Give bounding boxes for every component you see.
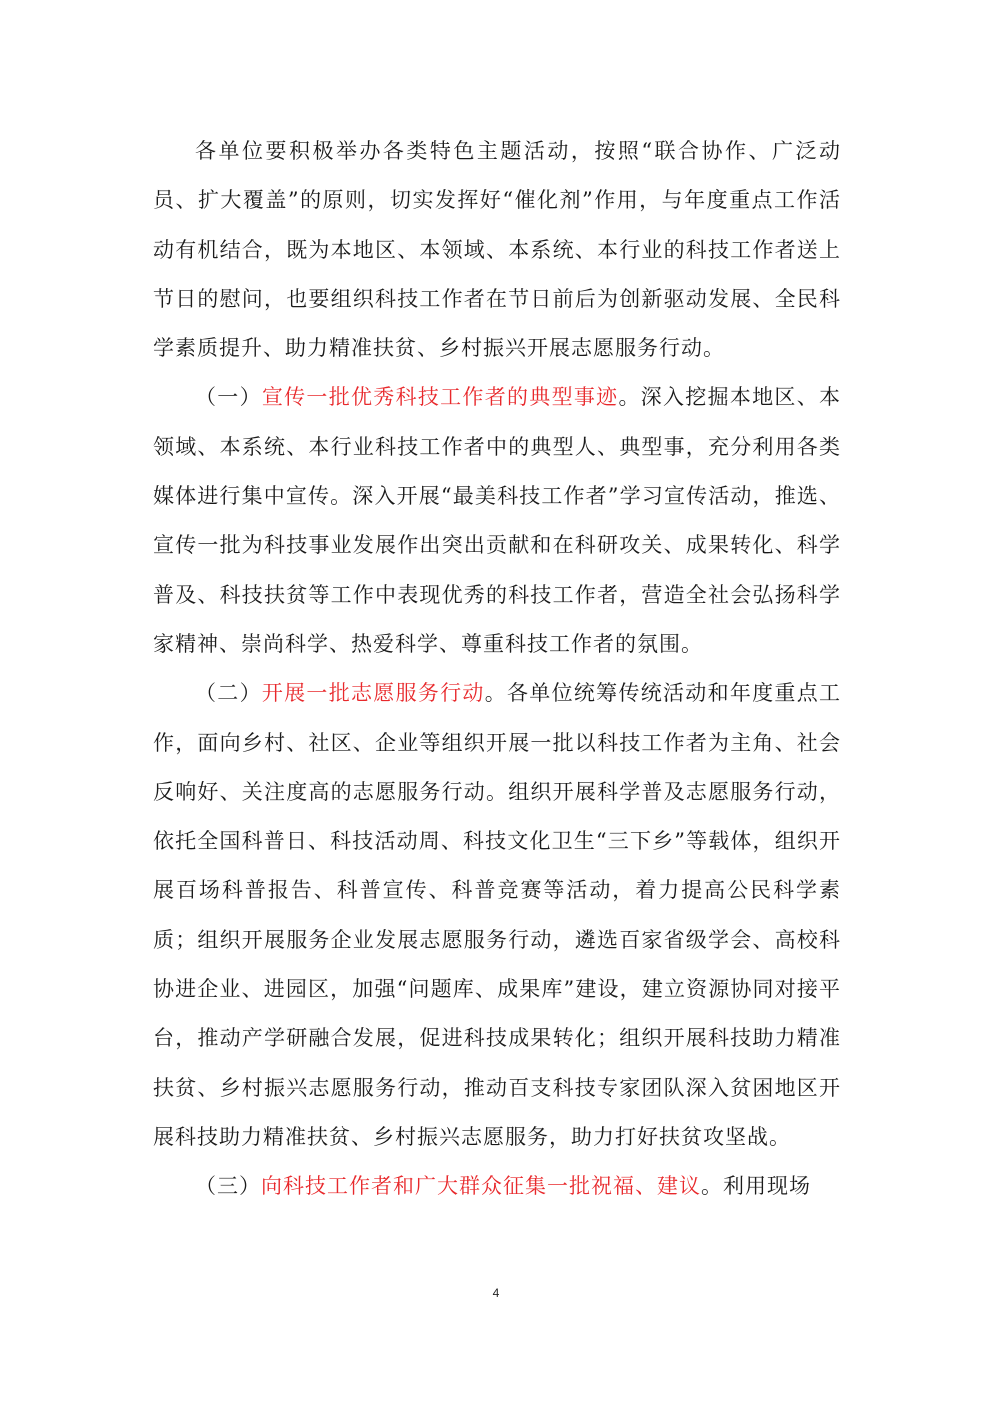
section-1-body: 。深入挖掘本地区、本领域、本系统、本行业科技工作者中的典型人、典型事，充分利用各类媒体进行集中宣传。深入开展“最美科技工作者”学习宣传活动，推选、宣传一批为科技事业发展作出突出贡献和在科研攻关、成果转化、科学普及、科技扶贫等工作中表现优秀的科技工作者，营造全社会弘扬科学家精神、崇尚科学、热爱科学、尊重科技工作者的氛围。 [153,385,842,656]
section-3-paragraph [153,1162,841,1211]
section-2-heading: 开展一批志愿服务行动 [261,681,485,706]
intro-paragraph: 各单位要积极举办各类特色主题活动，按照“联合协作、广泛动员、扩大覆盖”的原则，切实发挥好“催化剂”作用，与年度重点工作活动有机结合，既为本地区、本领域、本系统、本行业的科技工作者送上节日的慰问，也要组织科技工作者在节日前后为创新驱动发展、全民科学素质提升、助力精准扶贫、乡村振兴开展志愿服务行动。 [153,139,841,361]
section-3-heading: 向科技工作者和广大群众征集一批祝福、建议 [261,1174,701,1199]
section-1-number: （一） [195,385,262,410]
document-body [153,127,841,1212]
section-3-body: 。利用现场 [701,1174,811,1199]
section-1-paragraph [153,373,841,669]
section-2-paragraph [153,669,841,1162]
section-1-heading: 宣传一批优秀科技工作者的典型事迹 [261,385,619,410]
section-3-number: （三） [195,1174,261,1199]
section-2-number: （二） [195,681,262,706]
page-number: 4 [492,1286,500,1300]
section-2-body: 。各单位统筹传统活动和年度重点工作，面向乡村、社区、企业等组织开展一批以科技工作者为主角、社会反响好、关注度高的志愿服务行动。组织开展科学普及志愿服务行动，依托全国科普日、科技活动周、科技文化卫生“三下乡”等载体，组织开展百场科普报告、科普宣传、科普竞赛等活动，着力提高公民科学素质；组织开展服务企业发展志愿服务行动，遴选百家省级学会、高校科协进企业、进园区，加强“问题库、成果库”建设，建立资源协同对接平台，推动产学研融合发展，促进科技成果转化；组织开展科技助力精准扶贫、乡村振兴志愿服务行动，推动百支科技专家团队深入贫困地区开展科技助力精准扶贫、乡村振兴志愿服务，助力打好扶贫攻坚战。 [153,681,842,1149]
